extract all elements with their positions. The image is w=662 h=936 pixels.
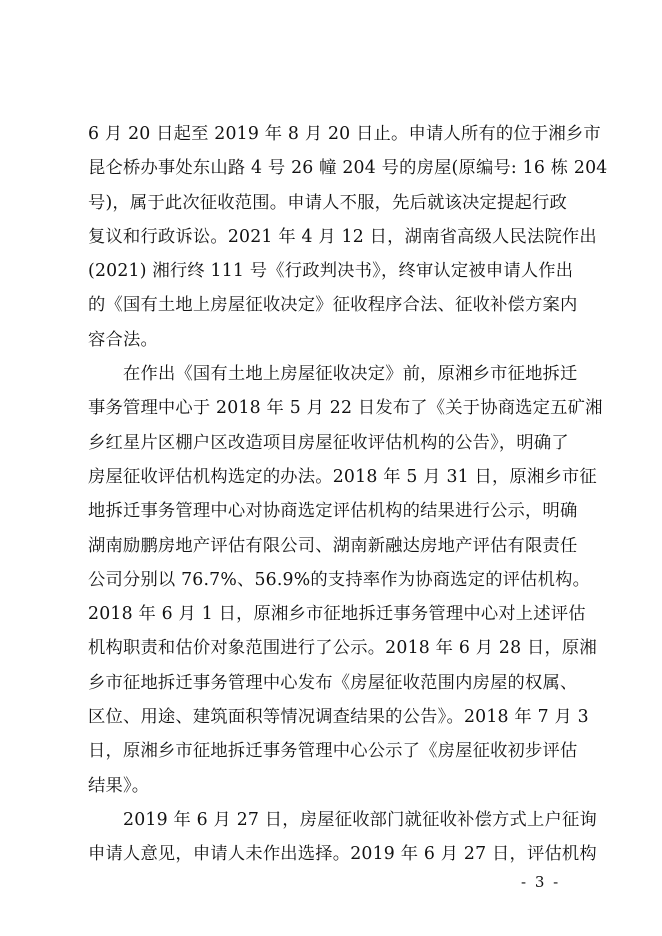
text-line: 结果》。	[88, 775, 150, 796]
text-line: 容合法。	[88, 329, 158, 350]
text-line: 地拆迁事务管理中心对协商选定评估机构的结果进行公示，明确	[88, 501, 578, 522]
text-line: 在作出《国有土地上房屋征收决定》前，原湘乡市征地拆迁	[123, 364, 578, 385]
text-line: 公司分别以 76.7%、56.9%的支持率作为协商选定的评估机构。	[88, 569, 591, 590]
paragraph-2	[88, 357, 603, 803]
text-line: 复议和行政诉讼。2021 年 4 月 12 日，湖南省高级人民法院作出	[88, 226, 597, 247]
text-line: 日，原湘乡市征地拆迁事务管理中心公示了《房屋征收初步评估	[88, 741, 578, 762]
text-line: 机构职责和估价对象范围进行了公示。2018 年 6 月 28 日，原湘	[88, 638, 597, 659]
paragraph-3	[88, 803, 597, 872]
text-line: 6 月 20 日起至 2019 年 8 月 20 日止。申请人所有的位于湘乡市	[88, 124, 601, 144]
text-line: 申请人意见，申请人未作出选择。2019 年 6 月 27 日，评估机构	[88, 844, 597, 865]
page-number: - 3 -	[521, 873, 561, 891]
text-line: (2021) 湘行终 111 号《行政判决书》，终审认定被申请人作出	[88, 261, 574, 282]
text-line: 乡市征地拆迁事务管理中心发布《房屋征收范围内房屋的权属、	[88, 672, 578, 693]
text-line: 2019 年 6 月 27 日，房屋征收部门就征收补偿方式上户征询	[123, 809, 597, 830]
body-text	[88, 117, 608, 872]
paragraph-1	[88, 117, 608, 357]
text-line: 的《国有土地上房屋征收决定》征收程序合法、征收补偿方案内	[88, 295, 578, 316]
text-line: 乡红星片区棚户区改造项目房屋征收评估机构的公告》，明确了	[88, 432, 569, 453]
text-line: 昆仑桥办事处东山路 4 号 26 幢 204 号的房屋(原编号: 16 栋 204	[88, 158, 608, 179]
text-line: 号)，属于此次征收范围。申请人不服，先后就该决定提起行政	[88, 192, 567, 213]
text-line: 2018 年 6 月 1 日，原湘乡市征地拆迁事务管理中心对上述评估	[88, 604, 586, 625]
text-line: 事务管理中心于 2018 年 5 月 22 日发布了《关于协商选定五矿湘	[88, 398, 603, 419]
text-line: 房屋征收评估机构选定的办法。2018 年 5 月 31 日，原湘乡市征	[88, 466, 597, 487]
text-line: 湖南励鹏房地产评估有限公司、湖南新融达房地产评估有限责任	[88, 535, 578, 556]
text-line: 区位、用途、建筑面积等情况调查结果的公告》。2018 年 7 月 3	[88, 707, 589, 728]
